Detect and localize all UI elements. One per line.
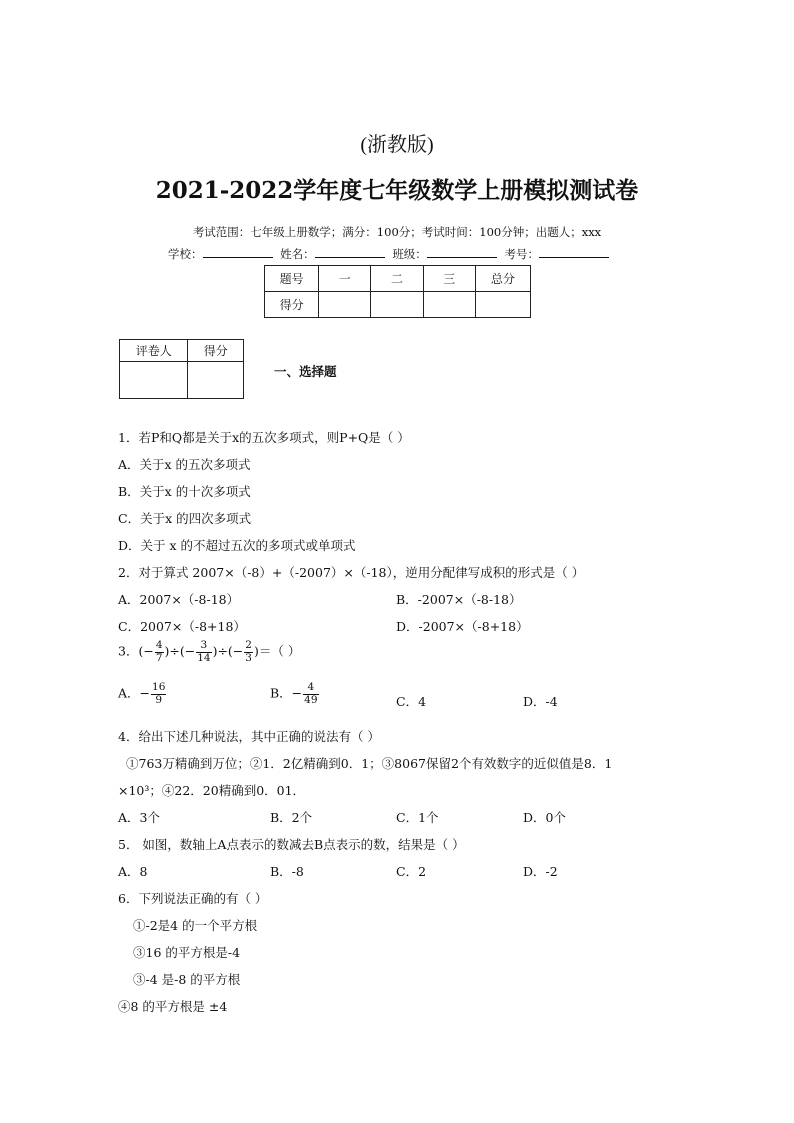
score-header-row: [265, 266, 531, 292]
school-label: 学校：: [168, 247, 203, 261]
q4-statement-line-2: ×10³；④22．20精确到0．01．: [118, 783, 306, 798]
numerator: 2: [245, 639, 252, 651]
q3-fraction-3: [244, 640, 253, 664]
option-label: B．−: [270, 685, 303, 701]
class-blank[interactable]: [427, 245, 497, 258]
q5-option-a: A．8: [118, 864, 148, 879]
q3-option-a: [118, 682, 167, 706]
q3-paren: (−: [138, 643, 154, 659]
denominator: 9: [155, 693, 163, 706]
q4-statement-line-1: ①763万精确到万位；②1．2亿精确到0．1；③8067保留2个有效数字的近似值是8．1: [126, 756, 613, 771]
numerator: 3: [196, 640, 211, 653]
q5-option-c: C．2: [396, 864, 427, 879]
name-blank[interactable]: [315, 245, 385, 258]
grader-score-header: 得分: [188, 340, 244, 362]
q1-option-a: A．关于x 的五次多项式: [118, 457, 251, 472]
q3-a-fraction: [151, 682, 166, 706]
edition-label: (浙教版): [360, 134, 434, 156]
question-4-stem: 4．给出下述几种说法，其中正确的说法有（ ）: [118, 729, 380, 744]
denominator: 3: [245, 651, 252, 664]
exam-info: 考试范围：七年级上册数学；满分：100分；考试时间：100分钟；出题人；xxx: [192, 225, 602, 239]
score-cell[interactable]: [423, 292, 475, 318]
score-cell[interactable]: [319, 292, 371, 318]
q4-option-d: D．0个: [523, 810, 566, 825]
q3-option-c: C．4: [396, 694, 427, 709]
class-label: 班级：: [392, 247, 427, 261]
q3-operator: )÷(−: [164, 643, 196, 659]
score-header-cell: 三: [423, 266, 475, 292]
score-cell[interactable]: [371, 292, 423, 318]
q2-option-d: D．-2007×（-8+18）: [396, 619, 529, 634]
number-label: 考号：: [504, 247, 539, 261]
score-header-cell: 题号: [265, 266, 319, 292]
q3-fraction-2: [196, 640, 211, 664]
score-cell[interactable]: [475, 292, 530, 318]
q5-option-d: D．-2: [523, 864, 558, 879]
q5-option-b: B．-8: [270, 864, 304, 879]
q3-b-fraction: [303, 682, 318, 706]
q6-statement-1: ①-2是4 的一个平方根: [133, 918, 258, 933]
q1-option-c: C．关于x 的四次多项式: [118, 511, 252, 526]
q2-option-c: C．2007×（-8+18）: [118, 619, 246, 634]
grader-cell[interactable]: [120, 362, 188, 399]
numerator: 4: [155, 639, 163, 651]
score-header-cell: 总分: [475, 266, 530, 292]
school-blank[interactable]: [203, 245, 273, 258]
q3-fraction-1: [155, 640, 164, 664]
q3-option-d: D．-4: [523, 694, 558, 709]
student-fields: [168, 245, 609, 262]
exam-title: 2021-2022学年度七年级数学上册模拟测试卷: [155, 177, 639, 204]
denominator: 49: [304, 693, 318, 706]
q2-option-b: B．-2007×（-8-18）: [396, 592, 522, 607]
question-1-stem: 1．若P和Q都是关于x的五次多项式，则P+Q是（ ）: [118, 430, 410, 445]
q1-option-d: D．关于 x 的不超过五次的多项式或单项式: [118, 538, 356, 553]
grader-header: 评卷人: [120, 340, 188, 362]
q3-ending: )＝（ ）: [253, 643, 301, 659]
q3-operator: )÷(−: [212, 643, 244, 659]
question-3-stem: [118, 640, 300, 664]
q6-statement-3: ③-4 是-8 的平方根: [133, 972, 241, 987]
score-row-label: 得分: [265, 292, 319, 318]
q6-statement-2: ③16 的平方根是-4: [133, 945, 241, 960]
option-label: A．−: [118, 685, 151, 701]
grader-table: [119, 339, 244, 399]
question-6-stem: 6．下列说法正确的有（ ）: [118, 891, 268, 906]
denominator: 7: [155, 651, 163, 664]
q3-number: 3．: [118, 643, 139, 659]
q2-option-a: A．2007×（-8-18）: [118, 592, 240, 607]
score-header-cell: 一: [319, 266, 371, 292]
numerator: 16: [152, 681, 166, 693]
score-header-cell: 二: [371, 266, 423, 292]
q6-statement-4: ④8 的平方根是 ±4: [118, 999, 228, 1014]
q1-option-b: B．关于x 的十次多项式: [118, 484, 251, 499]
grader-score-cell[interactable]: [188, 362, 244, 399]
question-5-stem: 5． 如图，数轴上A点表示的数减去B点表示的数，结果是（ ）: [118, 837, 465, 852]
denominator: 14: [197, 651, 211, 664]
number-blank[interactable]: [539, 245, 609, 258]
section-title: 一、选择题: [274, 364, 337, 379]
name-label: 姓名：: [280, 247, 315, 261]
q3-option-b: [270, 682, 320, 706]
score-table: [264, 265, 531, 318]
q4-option-a: A．3个: [118, 810, 160, 825]
q4-option-b: B．2个: [270, 810, 313, 825]
numerator: 4: [303, 682, 318, 695]
question-2-stem: 2．对于算式 2007×（-8）+（-2007）×（-18），逆用分配律写成积的形式是（ ）: [118, 565, 585, 580]
q4-option-c: C．1个: [396, 810, 439, 825]
score-value-row: [265, 292, 531, 318]
